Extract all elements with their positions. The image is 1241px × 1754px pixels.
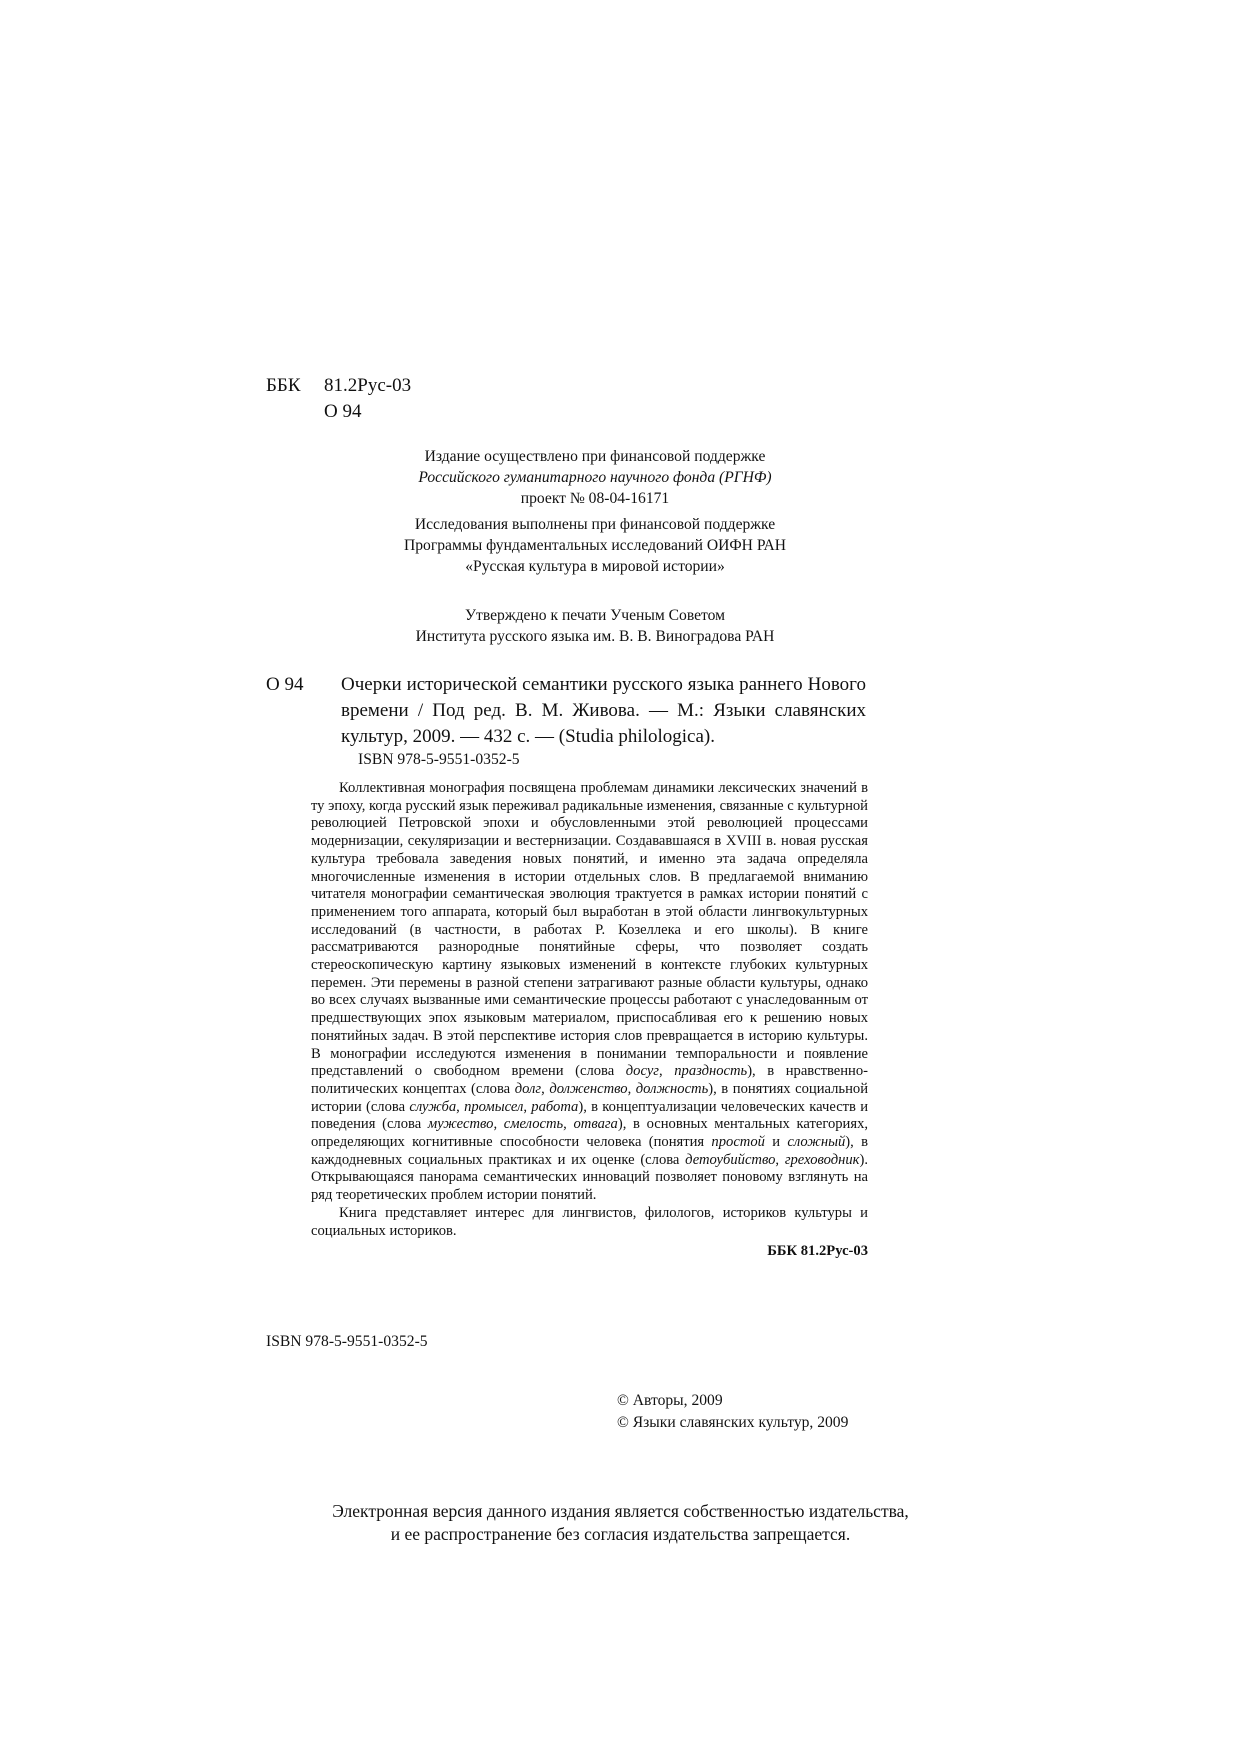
term: служба xyxy=(409,1098,457,1115)
term: мужество xyxy=(427,1116,494,1133)
funding-rgnf-line3: проект № 08-04-16171 xyxy=(520,490,670,507)
funding-ras-line1: Исследования выполнены при финансовой поддержке xyxy=(414,516,776,533)
copyright-authors: © Авторы, 2009 xyxy=(617,1392,723,1409)
term: простой xyxy=(711,1134,765,1151)
record-description: Очерки исторической семантики русского языка раннего Нового времени / Под ред. В. М. Живова. — М.: Языки славянских культур, 2009. — 432 с. — (Studia philologica). xyxy=(341,674,866,747)
isbn-main: ISBN 978-5-9551-0352-5 xyxy=(266,1333,428,1350)
funding-rgnf-line1: Издание осуществлено при финансовой поддержке xyxy=(424,448,766,465)
bibliographic-record xyxy=(266,672,866,750)
term: долг xyxy=(514,1080,542,1097)
approval-line2: Института русского языка им. В. В. Виноградова РАН xyxy=(415,628,775,645)
funding-rgnf-line2: Российского гуманитарного научного фонда (РГНФ) xyxy=(418,469,772,486)
electronic-notice xyxy=(266,1500,975,1546)
record-code: О 94 xyxy=(266,674,304,695)
term: детоубийство xyxy=(685,1151,776,1168)
bbk-header xyxy=(266,373,411,425)
funding-ras xyxy=(335,514,855,577)
term: долженство xyxy=(549,1080,628,1097)
copyright-publisher: © Языки славянских культур, 2009 xyxy=(617,1414,849,1431)
approval-line1: Утверждено к печати Ученым Советом xyxy=(464,607,726,624)
term: праздность xyxy=(674,1063,748,1080)
record-isbn: ISBN 978-5-9551-0352-5 xyxy=(358,751,520,768)
notice-line1: Электронная версия данного издания является собственностью издательства, xyxy=(332,1501,909,1521)
funding-rgnf xyxy=(335,446,855,509)
term: должность xyxy=(635,1080,709,1097)
annotation xyxy=(311,780,868,1261)
term: отвага xyxy=(573,1116,618,1133)
term: промысел xyxy=(464,1098,524,1115)
annotation-paragraph-2: Книга представляет интерес для лингвистов, филологов, историков культуры и социальных историков. xyxy=(311,1204,868,1239)
bbk-code: 81.2Рус-03 xyxy=(324,375,412,396)
term: работа xyxy=(531,1098,579,1115)
annotation-bbk: ББК 81.2Рус-03 xyxy=(767,1243,868,1260)
author-mark: О 94 xyxy=(324,401,362,422)
notice-line2: и ее распространение без согласия издательства запрещается. xyxy=(390,1524,851,1544)
term: греховодник xyxy=(784,1151,860,1168)
bbk-label: ББК xyxy=(266,375,301,396)
term: сложный xyxy=(787,1134,846,1151)
annotation-paragraph-1: Коллективная монография посвящена проблемам динамики лексических значений в ту эпоху, когда русский язык переживал радикальные изменения, связанные с культурной революцией Петровской эпохи и обусловленными этой революцией процессами модернизации, секуляризации и вестернизации. Создававшаяся в XVIII в. новая русская культура требовала заведения новых понятий, и именно эта задача определяла многочисленные изменения в истории отдельных слов. В предлагаемой вниманию читателя монографии семантическая эволюция трактуется в рамках истории понятий с применением того аппарата, который был выработан в этой области лингвокультурных исследований (в частности, в работах Р. Козеллека и его школы). В книге рассматриваются разнородные понятийные сферы, что позволяет создать стереоскопическую картину языковых изменений в контексте глубоких культурных перемен. Эти перемены в разной степени затрагивают разные области культуры, однако во всех случаях вызванные ими семантические процессы работают с унаследованным от предшествующих эпох языковым материалом, приспосабливая его к решению новых понятийных задач. В этой перспективе история слов превращается в историю культуры. В монографии исследуются изменения в понимании темпоральности и появление представлений о свободном времени (слова досуг, праздность), в нравственно-политических концептах (слова долг, долженство, должность), в понятиях социальной истории (слова служба, промысел, работа), в концептуализации человеческих качеств и поведения (слова мужество, смелость, отвага), в основных ментальных категориях, определяющих когнитивные способности человека (понятия простой и сложный), в каждодневных социальных практиках и их оценке (слова детоубийство, греховодник). Открывающаяся панорама семантических инноваций позволяет поновому взглянуть на ряд теоретических проблем истории понятий. xyxy=(311,780,869,1204)
copyright-block xyxy=(617,1390,848,1434)
term: досуг xyxy=(625,1063,659,1080)
term: смелость xyxy=(503,1116,564,1133)
funding-ras-line3: «Русская культура в мировой истории» xyxy=(465,558,725,575)
approval-note xyxy=(335,605,855,647)
funding-ras-line2: Программы фундаментальных исследований ОИФН РАН xyxy=(403,537,787,554)
